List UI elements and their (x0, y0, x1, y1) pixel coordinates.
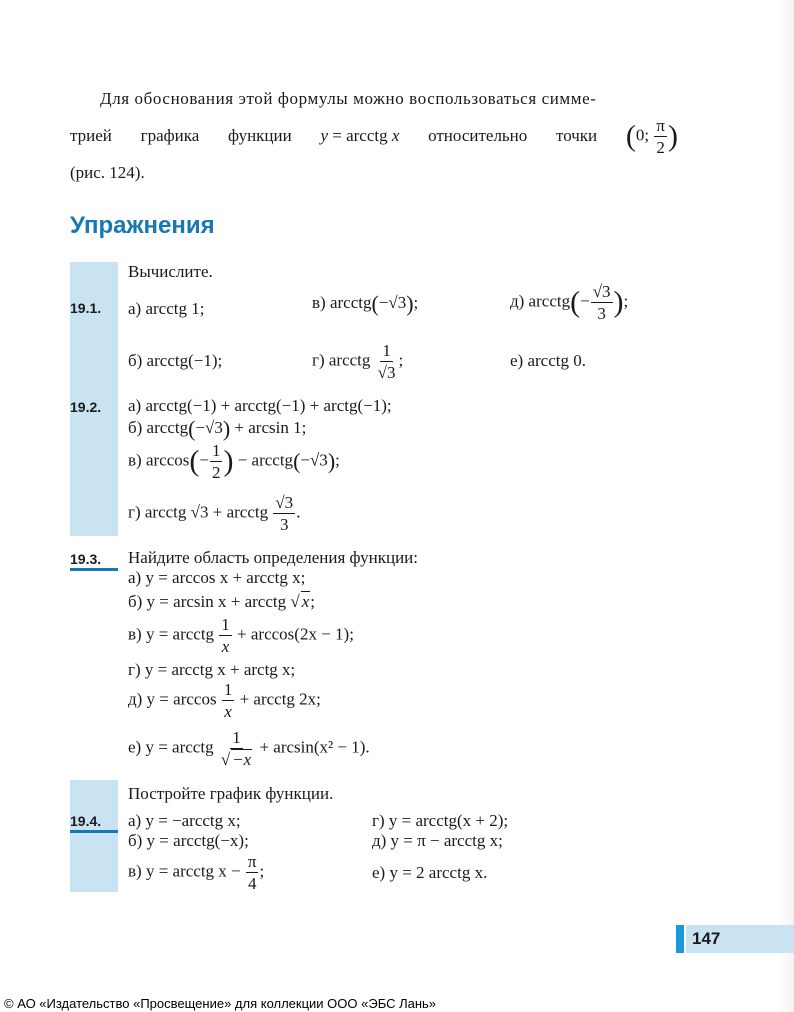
item-suffix: + arcsin(x² − 1). (259, 737, 370, 757)
ex193-item-b: б) y = arcsin x + arcctg √ x; (128, 592, 315, 611)
ex194-instruction: Постройте график функции. (128, 784, 334, 803)
ex192-item-b: б) arcctg(−√3) + arcsin 1; (128, 416, 307, 442)
ex193-item-a: а) y = arccos x + arcctg x; (128, 568, 306, 587)
item-fraction (376, 342, 398, 381)
fraction-denominator: 2 (656, 137, 665, 157)
fraction-denominator: 3 (597, 304, 606, 323)
item-prefix: в) y = arcctg x − (128, 861, 241, 881)
fraction-denominator: 3 (280, 515, 289, 534)
item-sign: − (580, 291, 590, 311)
ex193-item-g: г) y = arcctg x + arctg x; (128, 660, 296, 679)
item-suffix: + arcctg 2x; (239, 689, 321, 709)
page-edge-shadow (778, 0, 794, 1012)
item-suffix: ; (259, 861, 265, 881)
point-fraction (654, 117, 667, 156)
item-fraction (210, 442, 223, 481)
item-sign: − (199, 450, 209, 470)
formula-fn: = arcctg (332, 126, 388, 145)
item-suffix: ; (623, 291, 629, 311)
fraction-numerator: 1 (221, 615, 230, 634)
formula-var: y (320, 126, 328, 145)
page-number: 147 (692, 929, 721, 948)
exercise-band-19-4 (70, 780, 118, 892)
item-fraction (219, 616, 232, 655)
fraction-denominator: x (224, 702, 232, 721)
item-fraction (591, 283, 613, 322)
section-title: Упражнения (70, 212, 215, 239)
intro-formula (320, 119, 399, 153)
intro-word: трией (70, 126, 112, 145)
ex193-item-d (128, 681, 321, 720)
ex194-item-b: б) y = arcctg(−x); (128, 831, 249, 850)
point-expression: (0; $\frac{\pi}{2}$ ) (625, 115, 678, 157)
fraction-numerator: π (656, 115, 665, 135)
ex191-item-b: б) arcctg(−1); (128, 351, 223, 370)
item-radicand: x (301, 592, 310, 611)
item-suffix: ; (310, 592, 315, 611)
formula-arg: x (391, 126, 400, 145)
ex193-instruction: Найдите область определения функции: (128, 548, 418, 567)
item-suffix: ; (335, 450, 340, 470)
intro-line-2 (70, 116, 678, 156)
item-prefix: е) y = arcctg (128, 737, 214, 757)
item-prefix: г) arcctg √3 + arcctg (128, 502, 269, 522)
item-suffix: ; (398, 350, 404, 370)
ex192-number: 19.2. (70, 399, 102, 415)
fraction-numerator: √3 (275, 493, 294, 512)
ex191-number: 19.1. (70, 300, 102, 316)
intro-word: относительно (428, 126, 528, 145)
ex194-item-a: а) y = −arcctg x; (128, 811, 241, 830)
ex193-number: 19.3. (70, 551, 118, 571)
intro-word: функции (227, 126, 292, 145)
item-prefix: д) y = arccos (128, 689, 217, 709)
item-suffix: . (296, 502, 301, 522)
item-radicand: −x (232, 750, 252, 769)
item-prefix: в) arccos (128, 450, 190, 470)
intro-line-3 (70, 156, 678, 190)
item-inner: −√3 (300, 450, 328, 470)
item-prefix: б) y = arcsin x + arcctg (128, 592, 287, 611)
intro-word: точки (555, 126, 598, 145)
intro-word: графика (140, 126, 200, 145)
item-prefix: б) arcctg (128, 418, 189, 437)
fraction-numerator: 1 (232, 728, 241, 747)
fraction-numerator: 1 (223, 680, 233, 699)
item-prefix: в) arcctg (312, 293, 372, 312)
fraction-numerator: π (247, 852, 257, 871)
ex192-item-a: а) arcctg(−1) + arcctg(−1) + arctg(−1); (128, 396, 392, 415)
item-fraction (222, 681, 235, 720)
fraction-denominator: 2 (211, 463, 221, 482)
item-inner: −√3 (378, 293, 407, 312)
intro-line-1-text: Для обоснования этой формулы можно воспользоваться симме- (100, 89, 597, 108)
ex191-item-d: д) arcctg(− $\frac{√3}{3}$ ); (510, 282, 629, 323)
ex192-item-g (128, 494, 300, 533)
item-suffix: + arcsin 1; (234, 418, 307, 437)
ex192-item-v: в) arccos(− $\frac{1}{2}$ ) − arcctg(−√3); (128, 441, 340, 482)
fraction-denominator: x (221, 637, 230, 656)
fraction-denominator: √3 (377, 363, 396, 382)
item-prefix: в) y = arcctg (128, 624, 215, 644)
item-fraction (246, 853, 259, 892)
ex191-item-e: е) arcctg 0. (510, 351, 586, 370)
item-fraction (219, 729, 254, 768)
item-prefix: г) arcctg (312, 350, 371, 370)
item-suffix: ; (413, 293, 419, 312)
fraction-denominator: 4 (247, 874, 257, 893)
fraction-numerator: √3 (592, 282, 611, 301)
ex194-item-d: д) y = π − arcctg x; (372, 831, 503, 850)
page-number-mark (676, 925, 684, 953)
ex194-number: 19.4. (70, 813, 118, 833)
ex191-item-g (312, 342, 403, 381)
item-inner: −√3 (195, 418, 223, 437)
ex191-item-a: а) arcctg 1; (128, 299, 205, 318)
fraction-numerator: 1 (211, 441, 221, 460)
item-prefix: д) arcctg (510, 291, 571, 311)
ex191-item-v: в) arcctg(−√3); (312, 291, 419, 317)
fraction-denominator: √ −x (220, 750, 252, 769)
copyright-footer: © АО «Издательство «Просвещение» для коллекции ООО «ЭБС Лань» (4, 996, 437, 1011)
ex193-item-e (128, 729, 370, 768)
ex194-item-v (128, 853, 264, 892)
intro-paragraph (70, 82, 678, 190)
item-suffix: + arccos(2x − 1); (237, 624, 354, 644)
ex191-instruction: Вычислите. (128, 262, 213, 281)
ex194-item-g: г) y = arcctg(x + 2); (372, 811, 509, 830)
intro-line-3-text: (рис. 124). (70, 163, 145, 182)
item-middle: − arcctg (237, 450, 294, 470)
intro-line-1 (70, 82, 678, 116)
item-fraction (273, 494, 295, 533)
ex194-item-e: е) y = 2 arcctg x. (372, 863, 488, 882)
ex193-item-v (128, 616, 354, 655)
point-a: 0; (635, 124, 650, 144)
fraction-numerator: 1 (382, 341, 391, 360)
